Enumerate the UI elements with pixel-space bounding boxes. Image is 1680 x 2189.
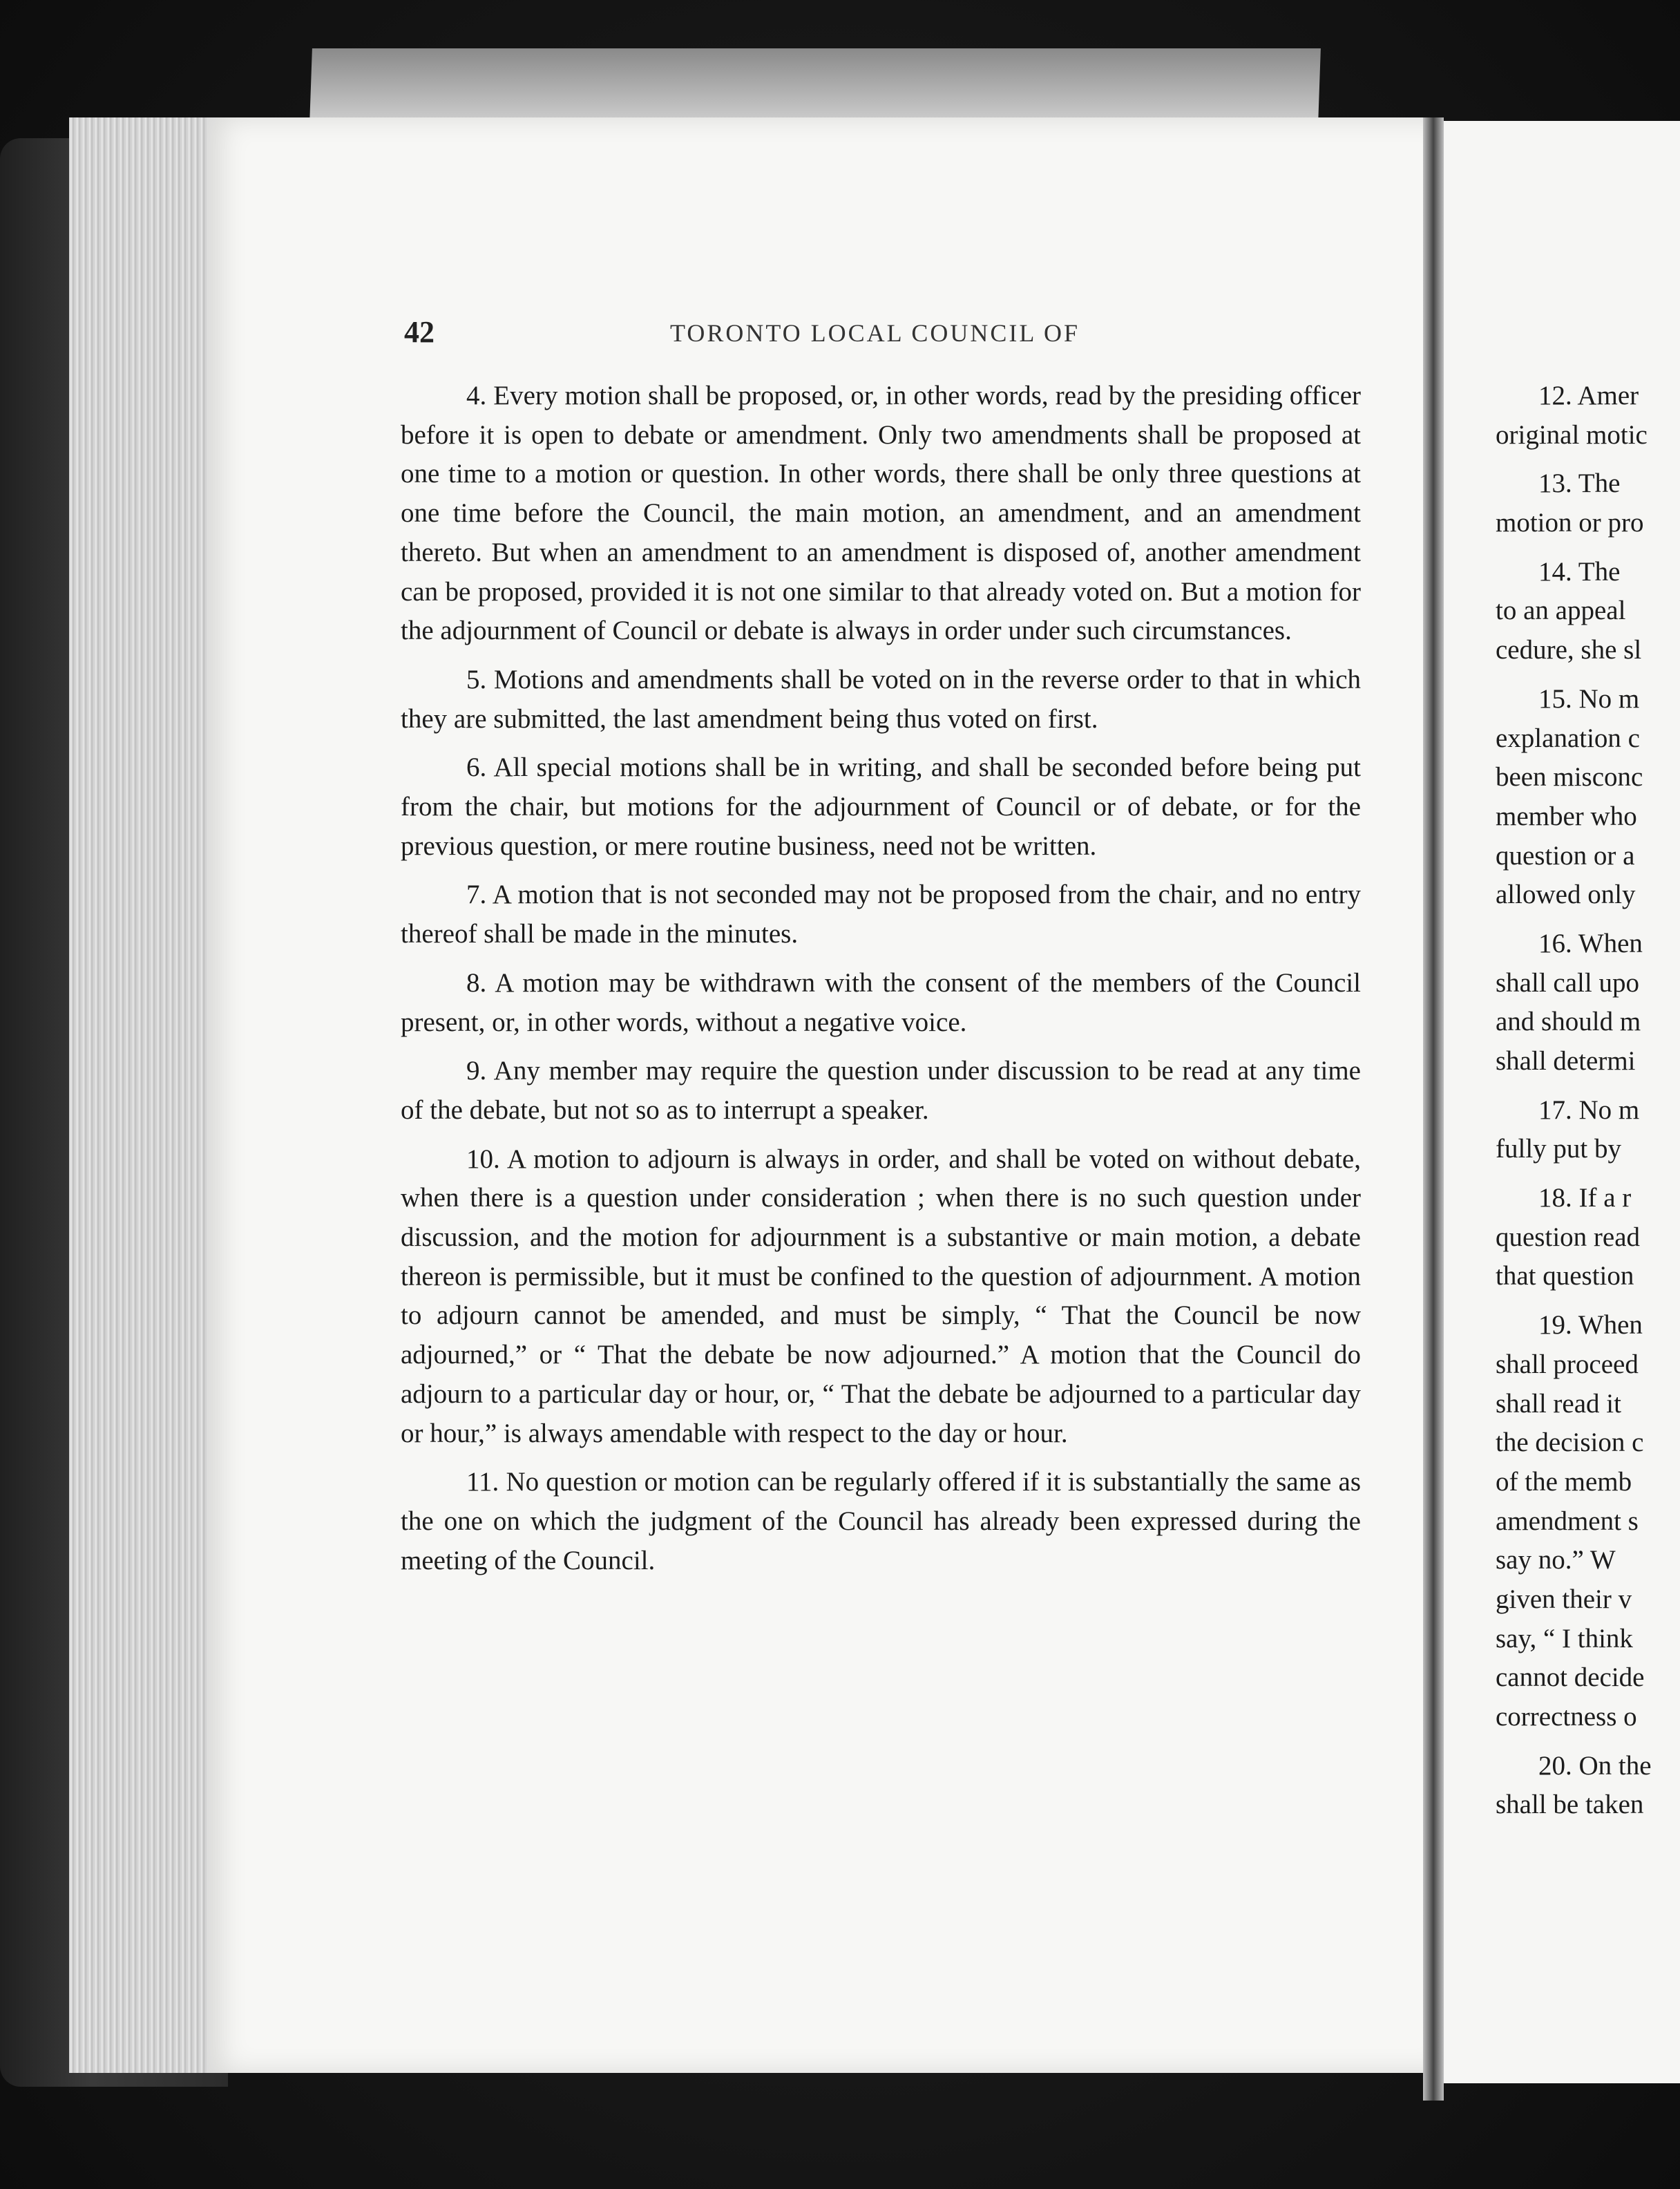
right-page-line: shall read it	[1496, 1388, 1621, 1419]
left-page-body	[401, 377, 1361, 1590]
right-page-line: question or a	[1496, 840, 1635, 871]
page-top-flap	[309, 48, 1321, 124]
right-page-line: original motic	[1496, 419, 1648, 450]
page-number: 42	[404, 315, 435, 349]
paragraph-7: 7. A motion that is not seconded may not be proposed from the chair, and no entry thereof shall be made in the minutes.	[401, 880, 1361, 949]
right-page-line: 14. The	[1538, 556, 1621, 587]
right-page-line: 16. When	[1538, 928, 1643, 958]
right-page-line: fully put by	[1496, 1134, 1621, 1164]
right-page-line: 13. The	[1538, 468, 1621, 499]
right-page-line: to an appeal	[1496, 596, 1626, 626]
paragraph-10: 10. A motion to adjourn is always in order, and shall be voted on without debate, when there is a question under consideration ; when there is no such question under discussion, and the motion for adjournment is a substantive or main motion, a debate thereon is permissible, but it must be confined to the question of adjournment. A motion to adjourn cannot be amended, and must be simply, “ That the Council be now adjourned,” or “ That the debate be now adjourned.” A motion that the Council do adjourn to a particular day or hour, or, “ That the debate be adjourned to a particular day or hour,” is always amendable with respect to the day or hour.	[401, 1144, 1361, 1448]
right-page-line: that question	[1496, 1261, 1634, 1291]
right-page-line: shall determi	[1496, 1046, 1636, 1076]
right-page-line: 18. If a r	[1538, 1183, 1632, 1213]
running-head	[404, 314, 1361, 356]
paragraph-4: 4. Every motion shall be proposed, or, in other words, read by the presiding officer before it is open to debate or amendment. Only two amendments shall be proposed at one time to a motion or question. In other words, there shall be only three questions at one time before the Council, the main motion, an amendment, and an amendment thereto. But when an amendment to an amendment is disposed of, another amendment can be proposed, provided it is not one similar to that already voted on. But a motion for the adjournment of Council or debate is always in order under such circumstances.	[401, 381, 1361, 646]
paragraph-9: 9. Any member may require the question under discussion to be read at any time of the debate, but not so as to interrupt a speaker.	[401, 1056, 1361, 1125]
right-page-line: motion or pro	[1496, 508, 1644, 538]
right-page-line: allowed only	[1496, 880, 1636, 910]
right-page-line: 15. No m	[1538, 683, 1640, 714]
right-page-line: explanation c	[1496, 723, 1640, 753]
running-head-title: TORONTO LOCAL COUNCIL OF	[670, 319, 1080, 347]
right-page-line: 17. No m	[1538, 1094, 1640, 1125]
right-page-line: correctness o	[1496, 1702, 1637, 1732]
right-page-line: amendment s	[1496, 1506, 1639, 1536]
right-page-line: shall proceed	[1496, 1349, 1639, 1379]
paragraph-11: 11. No question or motion can be regularly offered if it is substantially the same as the one on which the judgment of the Council has already been expressed during the meeting of the Council.	[401, 1467, 1361, 1575]
right-page-line: shall call upo	[1496, 967, 1639, 998]
right-page-line: say no.” W	[1496, 1545, 1616, 1575]
right-page-line: member who	[1496, 801, 1637, 831]
right-page-line: cannot decide	[1496, 1662, 1645, 1693]
right-page-line: 12. Amer	[1538, 381, 1639, 410]
right-page-line: question read	[1496, 1222, 1641, 1252]
paragraph-6: 6. All special motions shall be in writing, and shall be seconded before being put from the chair, but motions for the adjournment of Council or of debate, or for the previous question, or mere routine business, need not be written.	[401, 752, 1361, 861]
right-page-line: 19. When	[1538, 1310, 1643, 1340]
page-edges	[69, 117, 221, 2073]
right-page-body	[1496, 377, 1680, 1825]
right-page-line: and should m	[1496, 1007, 1641, 1037]
book-gutter	[1423, 117, 1444, 2101]
paragraph-8: 8. A motion may be withdrawn with the consent of the members of the Council present, or, in other words, without a negative voice.	[401, 967, 1361, 1037]
right-page-line: 20. On the	[1538, 1750, 1652, 1781]
right-page-line: the decision c	[1496, 1428, 1644, 1458]
paragraph-5: 5. Motions and amendments shall be voted on in the reverse order to that in which they are submitted, the last amendment being thus voted on first.	[401, 664, 1361, 734]
right-page-line: of the memb	[1496, 1466, 1632, 1497]
right-page-line: given their v	[1496, 1584, 1632, 1614]
right-page-line: shall be taken	[1496, 1790, 1644, 1820]
right-page-line: been misconc	[1496, 762, 1643, 793]
right-page-line: cedure, she sl	[1496, 635, 1642, 665]
right-page-line: say, “ I think	[1496, 1623, 1633, 1653]
